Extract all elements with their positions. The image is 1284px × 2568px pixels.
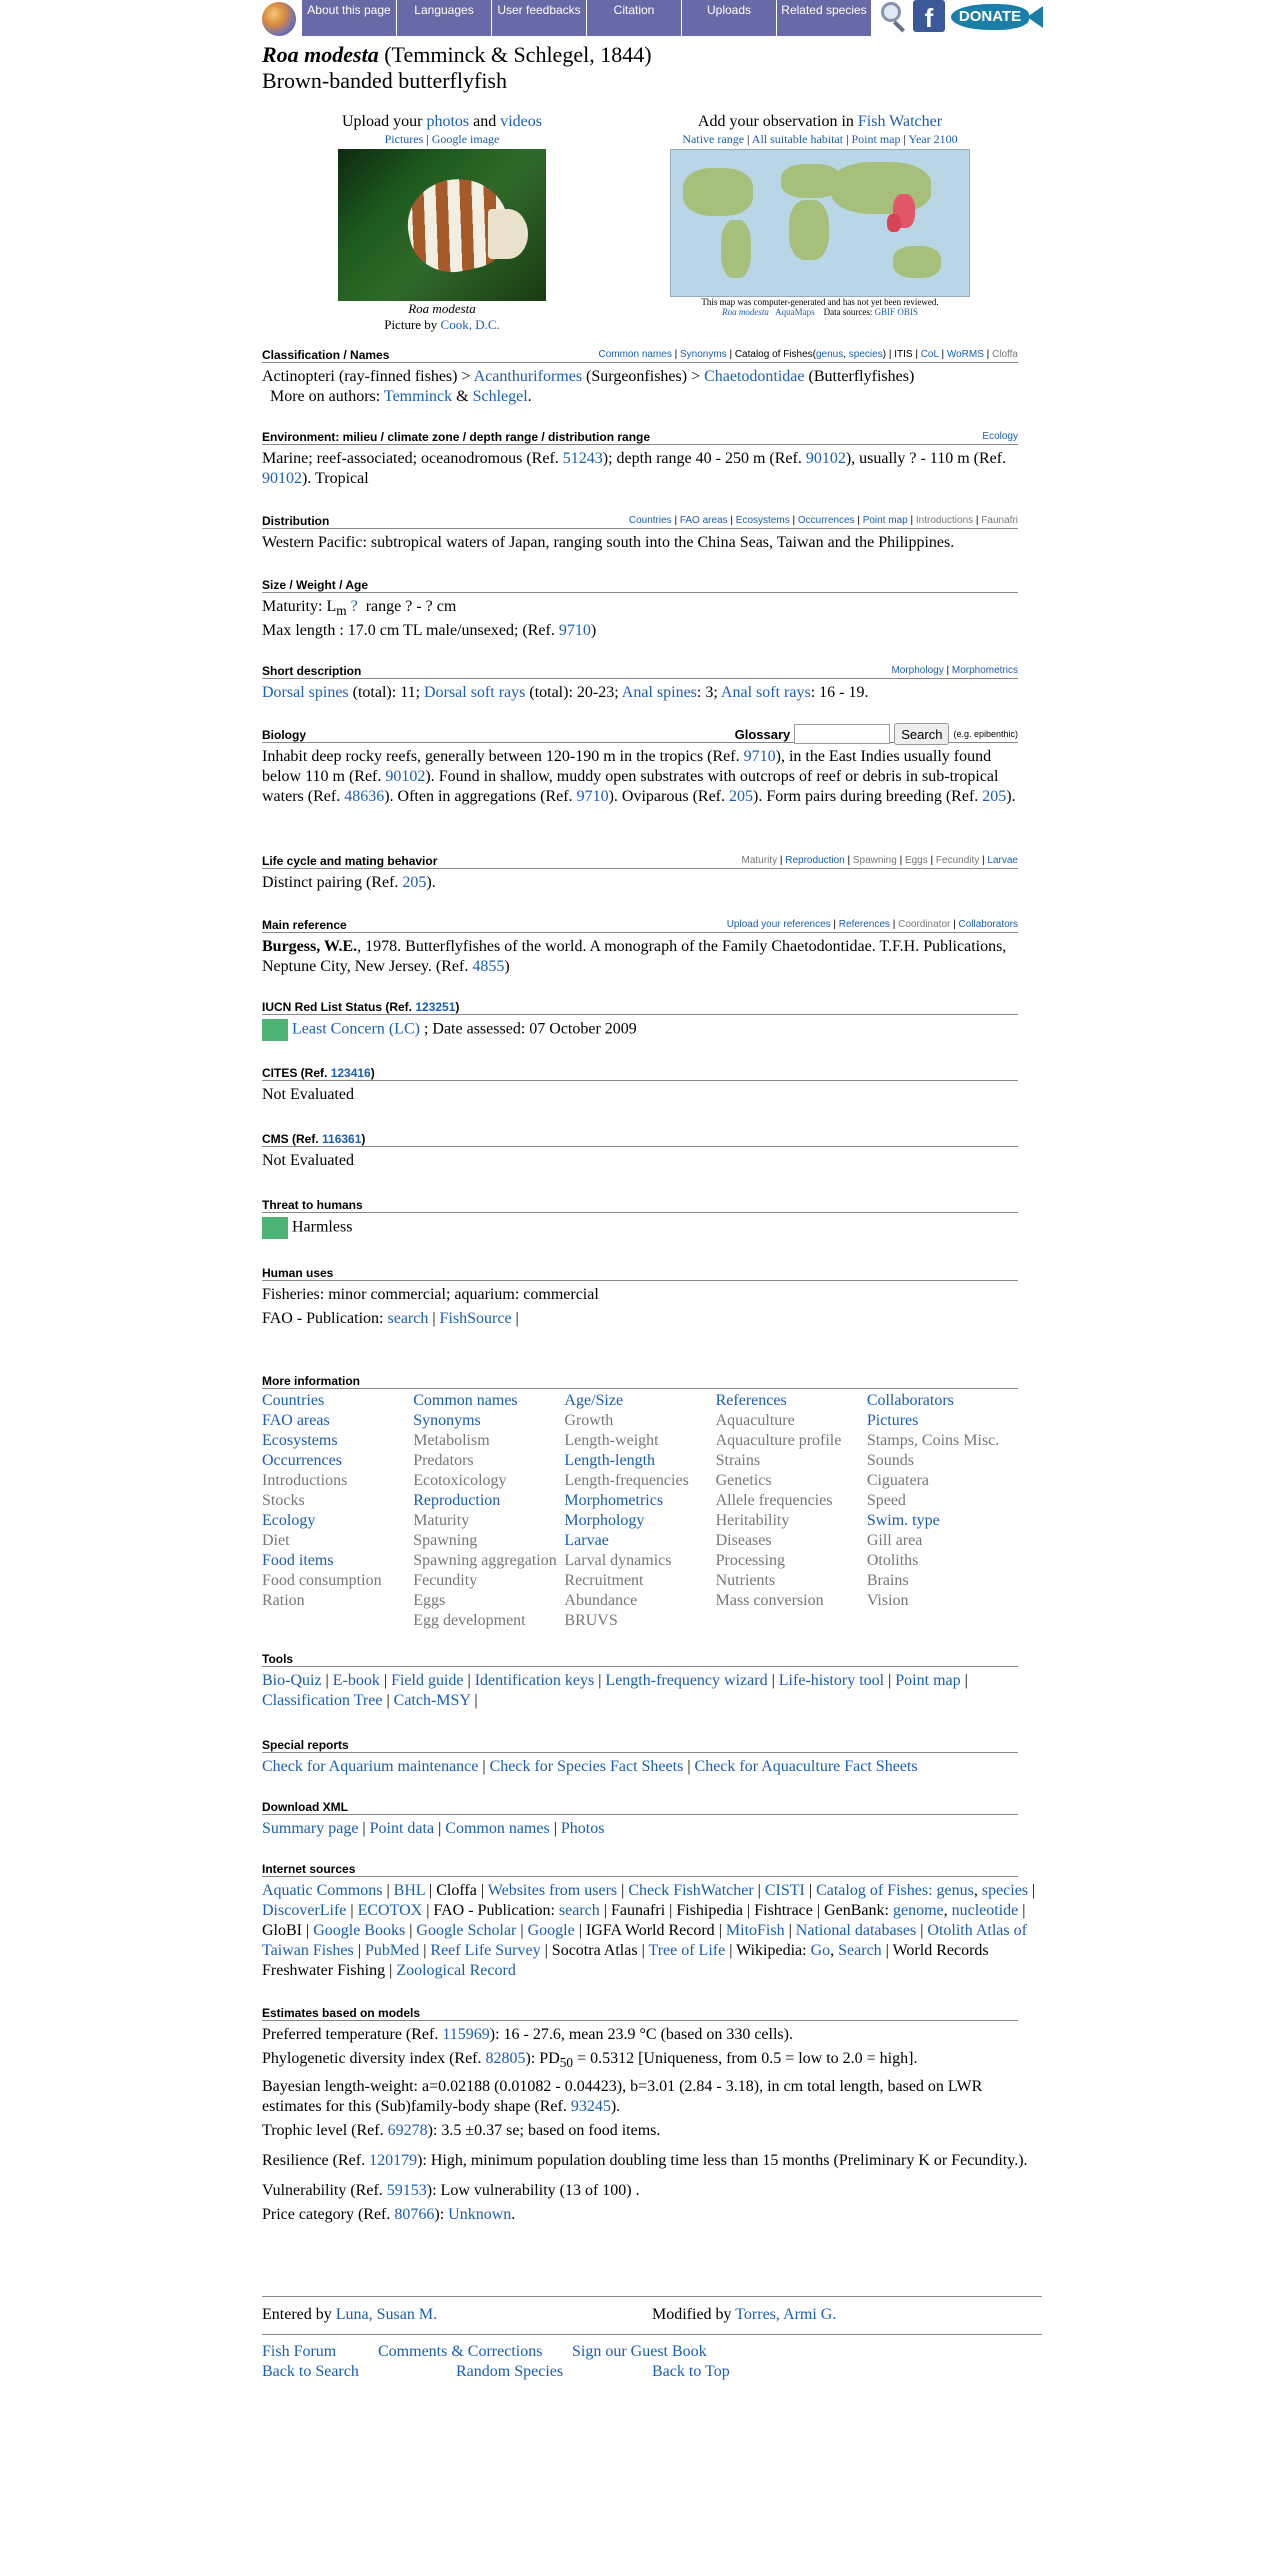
reference-author: Burgess, W.E. bbox=[262, 938, 358, 955]
ref-link[interactable]: 93245 bbox=[570, 2098, 611, 2116]
classification-section: Classification / Names Common names | Synonyms | Catalog of Fishes(genus, species) | ITIS | CoL | WoRMS | Cloffa Actinopteri (ray-finned fishes) > Acanthuriformes (Surgeonfishes) > Chaetodontidae (Butterflyfishes) More on authors: Temminck & Schlegel. bbox=[262, 348, 1018, 405]
glossary-search bbox=[735, 723, 1018, 745]
point-map-link[interactable]: Point map bbox=[851, 132, 901, 146]
top-nav bbox=[262, 0, 1042, 36]
check-for-aquaculture-fact-sheets-link[interactable]: Check for Aquaculture Fact Sheets bbox=[694, 1758, 918, 1775]
iucn-status-swatch bbox=[262, 1019, 288, 1041]
estimates-section bbox=[262, 2006, 1028, 2225]
section-title: Tools bbox=[262, 1652, 294, 1666]
glossary-search-button[interactable]: Search bbox=[894, 723, 949, 745]
spawning-label: Spawning bbox=[852, 855, 897, 866]
anal-spines-link[interactable]: Anal spines bbox=[621, 684, 697, 701]
tools-links: Bio-Quiz | E-book | Field guide | Identification keys | Length-frequency wizard | Life-history tool | Point map | Classification Tree | Catch-MSY | bbox=[262, 1672, 968, 1709]
entered-by-label: Entered by bbox=[262, 2306, 332, 2323]
pictures-link[interactable]: Pictures bbox=[866, 1412, 919, 1429]
collaborators-link[interactable]: Collaborators bbox=[958, 919, 1018, 930]
search-link[interactable]: Search bbox=[838, 1942, 882, 1959]
family-link[interactable]: Chaetodontidae bbox=[704, 368, 805, 385]
genbank-label: GenBank: bbox=[824, 1902, 889, 1919]
spawning-aggregation-label: Spawning aggregation bbox=[413, 1552, 557, 1569]
upload-and: and bbox=[473, 113, 497, 130]
morphology-link[interactable]: Morphology bbox=[564, 1512, 645, 1529]
environment-section bbox=[262, 430, 1018, 489]
lifecycle-section: Life cycle and mating behavior Maturity | Reproduction | Spawning | Eggs | Fecundity | Larvae Distinct pairing (Ref. 205). bbox=[262, 854, 1018, 891]
gbif-obis-link[interactable]: GBIF OBIS bbox=[874, 307, 918, 317]
reproduction-link[interactable]: Reproduction bbox=[413, 1492, 501, 1509]
section-title: Biology bbox=[262, 728, 306, 742]
random-species-link[interactable]: Random Species bbox=[456, 2363, 564, 2380]
cloffa-label: Cloffa bbox=[436, 1882, 477, 1899]
dorsal-soft-rays-link[interactable]: Dorsal soft rays bbox=[424, 684, 526, 701]
all-suitable-habitat-link[interactable]: All suitable habitat bbox=[751, 132, 844, 146]
eggs-label: Eggs bbox=[904, 855, 928, 866]
guestbook-link[interactable]: Sign our Guest Book bbox=[572, 2343, 707, 2360]
processing-label: Processing bbox=[715, 1552, 785, 1569]
coordinator-label: Coordinator bbox=[898, 919, 951, 930]
ref-link[interactable]: 123416 bbox=[330, 1066, 371, 1080]
wikipedia-label: Wikipedia: bbox=[736, 1942, 807, 1959]
author-schlegel-link[interactable]: Schlegel bbox=[472, 388, 528, 405]
length-frequencies-label: Length-frequencies bbox=[564, 1472, 689, 1489]
morphometrics-link[interactable]: Morphometrics bbox=[951, 665, 1018, 676]
upload-prefix: Upload your bbox=[342, 113, 423, 130]
reproduction-link[interactable]: Reproduction bbox=[785, 855, 845, 866]
mass-conversion-label: Mass conversion bbox=[715, 1592, 824, 1609]
special-reports-links: Check for Aquarium maintenance | Check for Species Fact Sheets | Check for Aquaculture Fact Sheets bbox=[262, 1758, 918, 1775]
morphology-link[interactable]: Morphology bbox=[891, 665, 944, 676]
pictures-link[interactable]: Pictures bbox=[384, 132, 424, 146]
catalog-close: ) bbox=[882, 349, 887, 360]
common-names-link[interactable]: Common names bbox=[445, 1820, 550, 1837]
bhl-link[interactable]: BHL bbox=[393, 1882, 426, 1899]
metabolism-label: Metabolism bbox=[413, 1432, 490, 1449]
genetics-label: Genetics bbox=[715, 1472, 772, 1489]
footer-divider bbox=[262, 2296, 1042, 2297]
reef-life-survey-link[interactable]: Reef Life Survey bbox=[430, 1942, 541, 1959]
authors-label: More on authors: bbox=[270, 388, 381, 405]
ref-link[interactable]: 9710 bbox=[576, 788, 609, 805]
spawning-label: Spawning bbox=[413, 1532, 478, 1549]
back-to-top-link[interactable]: Back to Top bbox=[652, 2363, 730, 2380]
section-title: Environment: milieu / climate zone / depth range / distribution range bbox=[262, 430, 651, 444]
references-link[interactable]: References bbox=[715, 1392, 787, 1409]
nav-languages[interactable]: Languages bbox=[397, 0, 492, 36]
nav-about-this-page[interactable]: About this page bbox=[302, 0, 397, 36]
photos-link[interactable]: Photos bbox=[560, 1820, 605, 1837]
section-title: Download XML bbox=[262, 1800, 348, 1814]
internet-sources-links: Aquatic Commons | BHL | Cloffa | Websites from users | Check FishWatcher | CISTI | Catalog of Fishes: genus, species | DiscoverLife | ECOTOX | FAO - Publication: search | Faunafri | Fishipedia | Fishtrace | GenBank: genome, nucleotide | GloBI | Google Books | Google Scholar | Google | IGFA World Record | MitoFish | National databases | Otolith Atlas of Taiwan Fishes | PubMed | Reef Life Survey | Socotra Atlas | Tree of Life | Wikipedia: Go, Search | World Records Freshwater Fishing | Zoological Record bbox=[262, 1882, 1036, 1979]
websites-from-users-link[interactable]: Websites from users bbox=[487, 1882, 618, 1899]
more-info-column bbox=[262, 1391, 413, 1631]
footer-divider bbox=[262, 2334, 1042, 2335]
faunafri-label: Faunafri bbox=[610, 1902, 666, 1919]
picture-by-label: Picture by bbox=[384, 317, 438, 332]
nav-citation[interactable]: Citation bbox=[587, 0, 682, 36]
ecology-link[interactable]: Ecology bbox=[262, 1512, 316, 1529]
nav-uploads[interactable]: Uploads bbox=[682, 0, 777, 36]
ref-link[interactable]: 59153 bbox=[386, 2182, 427, 2200]
catalog-label: Catalog of Fishes( bbox=[734, 349, 816, 360]
ref-link[interactable]: 120179 bbox=[369, 2152, 418, 2170]
catch-msy-link[interactable]: Catch-MSY bbox=[393, 1692, 471, 1709]
ref-link[interactable]: 48636 bbox=[344, 788, 385, 805]
dorsal-spines-link[interactable]: Dorsal spines bbox=[262, 684, 349, 701]
collaborators-link[interactable]: Collaborators bbox=[866, 1392, 954, 1409]
footer-credits bbox=[262, 2306, 1042, 2324]
main-reference-section: Main reference Upload your references | References | Coordinator | Collaborators Burgess, W.E., 1978. Butterflyfishes of the world. A monograph of the Family Chaetodontidae. T.F.H. Publications, Neptune City, New Jersey. (Ref. 4855) bbox=[262, 918, 1018, 975]
maturity-label: Maturity bbox=[741, 855, 778, 866]
genus-link[interactable]: genus bbox=[936, 1882, 974, 1899]
section-title: Life cycle and mating behavior bbox=[262, 854, 438, 868]
estimates-text: Preferred temperature (Ref. 115969): 16 - 27.6, mean 23.9 °C (based on 330 cells). Phylogenetic diversity index (Ref. 82805): $PD_{50} = 0.5312$ [Uniqueness, from 0.5 = low to 2.0 = high]. Bayesian length-weight: a=0.02188 (0.01082 - 0.04423), b=3.01 (2.84 - 3.18), in cm total length, based on LWR estimates for this (Sub)family-body shape (Ref. 93245). Trophic level (Ref. 69278): 3.5 ±0.37 se; based on food items. Resilience (Ref. 120179): High, minimum population doubling time less than 15 months (Preliminary K or Fecundity.). Vulnerability (Ref. 59153): Low vulnerability (13 of 100) . Price category (Ref. 80766): Unknown. bbox=[262, 2026, 1028, 2224]
gill-area-label: Gill area bbox=[866, 1532, 923, 1549]
bio-quiz-link[interactable]: Bio-Quiz bbox=[262, 1672, 322, 1689]
brains-label: Brains bbox=[866, 1572, 909, 1589]
order-link[interactable]: Acanthuriformes bbox=[473, 368, 583, 385]
ecosystems-link[interactable]: Ecosystems bbox=[735, 515, 790, 526]
stocks-label: Stocks bbox=[262, 1492, 305, 1509]
map-note: This map was computer-generated and has not yet been reviewed. bbox=[701, 297, 939, 307]
species-link[interactable]: species bbox=[848, 349, 883, 360]
upload-references-link[interactable]: Upload your references bbox=[726, 919, 831, 930]
ref-link[interactable]: 9710 bbox=[558, 622, 591, 640]
ref-link[interactable]: 90102 bbox=[805, 450, 846, 467]
google-scholar-link[interactable]: Google Scholar bbox=[416, 1922, 517, 1939]
threat-status: Harmless bbox=[292, 1218, 353, 1236]
vision-label: Vision bbox=[866, 1592, 909, 1609]
larvae-link[interactable]: Larvae bbox=[987, 855, 1018, 866]
growth-label: Growth bbox=[564, 1412, 614, 1429]
threat-section bbox=[262, 1198, 1018, 1239]
bruvs-label: BRUVS bbox=[564, 1612, 618, 1629]
catalog-of-fishes-link[interactable]: Catalog of Fishes: bbox=[816, 1882, 933, 1899]
faunafri-label: Faunafri bbox=[981, 515, 1018, 526]
abundance-label: Abundance bbox=[564, 1592, 638, 1609]
col-link[interactable]: CoL bbox=[920, 349, 939, 360]
cites-section: CITES (Ref. 123416) Not Evaluated bbox=[262, 1066, 1018, 1105]
diseases-label: Diseases bbox=[715, 1532, 772, 1549]
biology-section bbox=[262, 728, 1018, 807]
aquaculture-profile-label: Aquaculture profile bbox=[715, 1432, 842, 1449]
authors-amp: & bbox=[456, 388, 469, 405]
countries-link[interactable]: Countries bbox=[262, 1392, 325, 1409]
ration-label: Ration bbox=[262, 1592, 305, 1609]
recruitment-label: Recruitment bbox=[564, 1572, 644, 1589]
aquamaps-link[interactable]: AquaMaps bbox=[775, 307, 815, 317]
back-to-search-link[interactable]: Back to Search bbox=[262, 2363, 359, 2380]
synonyms-link[interactable]: Synonyms bbox=[413, 1412, 481, 1429]
food-consumption-label: Food consumption bbox=[262, 1572, 382, 1589]
glossary-input[interactable] bbox=[794, 724, 890, 744]
section-title: More information bbox=[262, 1374, 360, 1388]
larvae-link[interactable]: Larvae bbox=[564, 1532, 609, 1549]
ref-link[interactable]: 9710 bbox=[743, 748, 776, 765]
check-fishwatcher-link[interactable]: Check FishWatcher bbox=[628, 1882, 754, 1899]
footer-links bbox=[262, 2342, 1042, 2382]
order-common: (Surgeonfishes) > bbox=[586, 368, 701, 385]
otoliths-label: Otoliths bbox=[866, 1552, 919, 1569]
globi-label: GloBI bbox=[262, 1922, 302, 1939]
environment-text: Marine; reef-associated; oceanodromous (Ref. 51243); depth range 40 - 250 m (Ref. 90102), usually ? - 110 m (Ref. 90102). Tropical bbox=[262, 450, 1007, 487]
allele-frequencies-label: Allele frequencies bbox=[715, 1492, 833, 1509]
e-book-link[interactable]: E-book bbox=[332, 1672, 380, 1689]
fecundity-label: Fecundity bbox=[413, 1572, 478, 1589]
price-unknown-link[interactable]: Unknown bbox=[448, 2206, 512, 2224]
strains-label: Strains bbox=[715, 1452, 761, 1469]
fecundity-label: Fecundity bbox=[935, 855, 980, 866]
cms-status: Not Evaluated bbox=[262, 1152, 354, 1169]
otolith-atlas-of-taiwan-fishes-link[interactable]: Otolith Atlas of Taiwan Fishes bbox=[262, 1922, 1027, 1959]
map-panel bbox=[662, 112, 978, 317]
section-title: Distribution bbox=[262, 514, 330, 528]
fao-publication-label: FAO - Publication: bbox=[433, 1902, 555, 1919]
point-data-link[interactable]: Point data bbox=[369, 1820, 435, 1837]
ref-link[interactable]: 51243 bbox=[562, 450, 603, 467]
size-section bbox=[262, 578, 1018, 641]
igfa-world-record-label: IGFA World Record bbox=[585, 1922, 715, 1939]
ref-link[interactable]: 82805 bbox=[485, 2050, 526, 2067]
iucn-status-link[interactable]: Least Concern (LC) bbox=[292, 1020, 420, 1038]
human-uses-section: Human uses Fisheries: minor commercial; aquarium: commercial FAO - Publication: search | FishSource | bbox=[262, 1266, 1018, 1329]
add-observation-label: Add your observation in bbox=[697, 113, 854, 130]
section-title: Main reference bbox=[262, 918, 347, 932]
speed-label: Speed bbox=[866, 1492, 906, 1509]
iucn-section: IUCN Red List Status (Ref. 123251) Least Concern (LC) ; Date assessed: 07 October 2009 bbox=[262, 1000, 1018, 1041]
point-map-link[interactable]: Point map bbox=[895, 1672, 961, 1689]
section-title: Estimates based on models bbox=[262, 2006, 421, 2020]
ref-link[interactable]: 123251 bbox=[415, 1000, 456, 1014]
nucleotide-link[interactable]: nucleotide bbox=[951, 1902, 1019, 1919]
tools-section bbox=[262, 1652, 1018, 1711]
predators-label: Predators bbox=[413, 1452, 474, 1469]
more-info-column bbox=[867, 1391, 1018, 1631]
donate-label: DONATE bbox=[951, 4, 1029, 30]
more-info-column bbox=[413, 1391, 564, 1631]
ref-link[interactable]: 80766 bbox=[394, 2206, 435, 2224]
worms-link[interactable]: WoRMS bbox=[946, 349, 984, 360]
occurrences-link[interactable]: Occurrences bbox=[797, 515, 855, 526]
map-species-link[interactable]: Roa modesta bbox=[722, 307, 769, 317]
species-link[interactable]: species bbox=[981, 1882, 1029, 1899]
tree-of-life-link[interactable]: Tree of Life bbox=[648, 1942, 726, 1959]
life-history-tool-link[interactable]: Life-history tool bbox=[778, 1672, 885, 1689]
more-info-column bbox=[564, 1391, 715, 1631]
common-names-link[interactable]: Common names bbox=[598, 349, 672, 360]
short-description-section: Short description Morphology | Morphometrics Dorsal spines (total): 11; Dorsal soft rays (total): 20-23; Anal spines: 3; Anal soft rays: 16 - 19. bbox=[262, 664, 1018, 701]
socotra-atlas-label: Socotra Atlas bbox=[551, 1942, 638, 1959]
comments-link[interactable]: Comments & Corrections bbox=[378, 2343, 543, 2360]
genome-link[interactable]: genome bbox=[892, 1902, 944, 1919]
google-image-link[interactable]: Google image bbox=[431, 132, 500, 146]
ref-link[interactable]: 115969 bbox=[442, 2026, 490, 2043]
section-title: Special reports bbox=[262, 1738, 349, 1752]
heritability-label: Heritability bbox=[715, 1512, 790, 1529]
distribution-section: Distribution Countries | FAO areas | Ecosystems | Occurrences | Point map | Introductions | Faunafri Western Pacific: subtropical waters of Japan, ranging south into the China Seas, Taiwan and the Philippines. bbox=[262, 514, 1018, 551]
nav-related-species[interactable]: Related species bbox=[777, 0, 872, 36]
map-links: Native range | All suitable habitat | Point map | Year 2100 bbox=[682, 132, 958, 146]
classification-links: Common names | Synonyms | Catalog of Fishes(genus, species) | ITIS | CoL | WoRMS | Cloffa bbox=[598, 349, 1018, 360]
cms-section: CMS (Ref. 116361) Not Evaluated bbox=[262, 1132, 1018, 1171]
summary-page-link[interactable]: Summary page bbox=[262, 1820, 359, 1837]
point-map-link[interactable]: Point map bbox=[862, 515, 908, 526]
length-length-link[interactable]: Length-length bbox=[564, 1452, 656, 1469]
egg-development-label: Egg development bbox=[413, 1612, 526, 1629]
modified-by-label: Modified by bbox=[652, 2306, 732, 2323]
species-authority: (Temminck & Schlegel, 1844) bbox=[384, 42, 652, 67]
author-temminck-link[interactable]: Temminck bbox=[383, 388, 453, 405]
section-title: Human uses bbox=[262, 1266, 334, 1280]
nav-menu bbox=[302, 0, 872, 36]
search-icon[interactable] bbox=[877, 0, 907, 32]
search-link[interactable]: search bbox=[558, 1902, 600, 1919]
common-name: Brown-banded butterflyfish bbox=[262, 68, 507, 93]
ecotoxicology-label: Ecotoxicology bbox=[413, 1472, 507, 1489]
length-weight-label: Length-weight bbox=[564, 1432, 659, 1449]
ref-link[interactable]: 205 bbox=[982, 788, 1007, 805]
introductions-label: Introductions bbox=[915, 515, 974, 526]
fao-areas-link[interactable]: FAO areas bbox=[679, 515, 728, 526]
maturity-help-link[interactable]: ? bbox=[350, 598, 358, 615]
download-xml-links: Summary page | Point data | Common names | Photos bbox=[262, 1820, 605, 1837]
fishbase-logo[interactable] bbox=[262, 2, 296, 36]
genus-link[interactable]: genus bbox=[815, 349, 844, 360]
maturity-label: Maturity bbox=[413, 1512, 470, 1529]
upload-photos-link[interactable]: photos bbox=[426, 113, 470, 130]
nav-icons bbox=[877, 0, 1043, 32]
google-link[interactable]: Google bbox=[527, 1922, 575, 1939]
mitofish-link[interactable]: MitoFish bbox=[725, 1922, 785, 1939]
photo-panel: Upload your photos and videos Pictures | Google image Roa modesta Picture by Cook, D.C. bbox=[322, 112, 562, 333]
nutrients-label: Nutrients bbox=[715, 1572, 776, 1589]
special-reports-section bbox=[262, 1738, 1018, 1777]
ecosystems-link[interactable]: Ecosystems bbox=[262, 1432, 338, 1449]
section-title: Threat to humans bbox=[262, 1198, 363, 1212]
year-2100-link[interactable]: Year 2100 bbox=[908, 132, 958, 146]
entered-by-link[interactable]: Luna, Susan M. bbox=[335, 2306, 438, 2323]
ref-link[interactable]: 205 bbox=[402, 874, 427, 891]
donate-button[interactable] bbox=[951, 0, 1043, 32]
size-text: Maturity: $L_m$ ? range ? - ? cm Max length : 17.0 cm TL male/unsexed; (Ref. 9710) bbox=[262, 598, 597, 640]
more-info-column bbox=[716, 1391, 867, 1631]
fishipedia-label: Fishipedia bbox=[676, 1902, 744, 1919]
section-title: Internet sources bbox=[262, 1862, 356, 1876]
fish-forum-link[interactable]: Fish Forum bbox=[262, 2343, 337, 2360]
data-sources-label: Data sources: bbox=[823, 307, 873, 317]
fao-areas-link[interactable]: FAO areas bbox=[262, 1412, 330, 1429]
more-info-grid bbox=[262, 1389, 1018, 1631]
ref-link[interactable]: 69278 bbox=[387, 2122, 428, 2140]
zoological-record-link[interactable]: Zoological Record bbox=[396, 1962, 516, 1979]
occurrences-link[interactable]: Occurrences bbox=[262, 1452, 342, 1469]
download-xml-section bbox=[262, 1800, 1018, 1839]
fao-search-link[interactable]: search bbox=[387, 1310, 429, 1327]
pubmed-link[interactable]: PubMed bbox=[364, 1942, 420, 1959]
age-size-link[interactable]: Age/Size bbox=[564, 1392, 624, 1409]
google-books-link[interactable]: Google Books bbox=[313, 1922, 406, 1939]
threat-swatch bbox=[262, 1217, 288, 1239]
upload-videos-link[interactable]: videos bbox=[500, 113, 542, 130]
ref-link[interactable]: 90102 bbox=[262, 470, 302, 487]
world-records-freshwater-fishing-label: World Records Freshwater Fishing bbox=[262, 1942, 989, 1979]
section-title: Size / Weight / Age bbox=[262, 578, 369, 592]
ecology-link[interactable]: Ecology bbox=[982, 431, 1018, 442]
national-databases-link[interactable]: National databases bbox=[795, 1922, 917, 1939]
anal-soft-rays-link[interactable]: Anal soft rays bbox=[720, 684, 811, 701]
species-title bbox=[262, 42, 652, 94]
check-for-species-fact-sheets-link[interactable]: Check for Species Fact Sheets bbox=[489, 1758, 684, 1775]
stamps-coins-misc-label: Stamps, Coins Misc. bbox=[866, 1432, 1000, 1449]
length-frequency-wizard-link[interactable]: Length-frequency wizard bbox=[605, 1672, 768, 1689]
classification-tree-link[interactable]: Classification Tree bbox=[262, 1692, 383, 1709]
glossary-example: (e.g. epibenthic) bbox=[953, 729, 1018, 739]
photo-caption: Roa modesta bbox=[408, 301, 476, 316]
fishsource-link[interactable]: FishSource bbox=[439, 1310, 512, 1327]
countries-link[interactable]: Countries bbox=[628, 515, 672, 526]
ref-link[interactable]: 116361 bbox=[322, 1132, 362, 1146]
references-link[interactable]: References bbox=[838, 919, 890, 930]
photographer-link[interactable]: Cook, D.C. bbox=[440, 317, 500, 332]
ref-link[interactable]: 90102 bbox=[385, 768, 426, 785]
food-items-link[interactable]: Food items bbox=[262, 1552, 334, 1569]
check-for-aquarium-maintenance-link[interactable]: Check for Aquarium maintenance bbox=[262, 1758, 479, 1775]
cites-status: Not Evaluated bbox=[262, 1086, 354, 1103]
modified-by-link[interactable]: Torres, Armi G. bbox=[735, 2306, 837, 2323]
discoverlife-link[interactable]: DiscoverLife bbox=[262, 1902, 347, 1919]
ciguatera-label: Ciguatera bbox=[866, 1472, 930, 1489]
morphometrics-link[interactable]: Morphometrics bbox=[564, 1492, 664, 1509]
synonyms-link[interactable]: Synonyms bbox=[679, 349, 727, 360]
cloffa-label: Cloffa bbox=[992, 349, 1018, 360]
fishtrace-label: Fishtrace bbox=[754, 1902, 813, 1919]
distribution-text: Western Pacific: subtropical waters of Japan, ranging south into the China Seas, Taiwan and the Philippines. bbox=[262, 534, 955, 551]
common-names-link[interactable]: Common names bbox=[413, 1392, 518, 1409]
biology-text: Inhabit deep rocky reefs, generally between 120-190 m in the tropics (Ref. 9710), in the East Indies usually found below 110 m (Ref. 90102). Found in shallow, muddy open substrates with outcrops of reef or debris in sub-tropical waters (Ref. 48636). Often in aggregations (Ref. 9710). Oviparous (Ref. 205). Form pairs during breeding (Ref. 205). bbox=[262, 748, 1016, 805]
internet-sources-section bbox=[262, 1862, 1036, 1981]
distribution-map[interactable] bbox=[670, 149, 970, 297]
family-common: (Butterflyfishes) bbox=[808, 368, 915, 385]
facebook-icon[interactable]: f bbox=[913, 0, 945, 32]
class-text: Actinopteri (ray-finned fishes) > bbox=[262, 368, 471, 385]
itis-label: ITIS bbox=[894, 349, 913, 360]
scientific-name: Roa modesta bbox=[262, 42, 379, 67]
diet-label: Diet bbox=[262, 1532, 290, 1549]
field-guide-link[interactable]: Field guide bbox=[391, 1672, 464, 1689]
sounds-label: Sounds bbox=[866, 1452, 914, 1469]
fish-watcher-link[interactable]: Fish Watcher bbox=[857, 113, 943, 130]
swim-type-link[interactable]: Swim. type bbox=[866, 1512, 940, 1529]
identification-keys-link[interactable]: Identification keys bbox=[474, 1672, 595, 1689]
human-uses-text: Fisheries: minor commercial; aquarium: commercial bbox=[262, 1286, 599, 1303]
section-title: Short description bbox=[262, 664, 362, 678]
species-photo[interactable] bbox=[338, 149, 546, 301]
ref-link[interactable]: 4855 bbox=[472, 958, 505, 975]
go-link[interactable]: Go bbox=[810, 1942, 831, 1959]
eggs-label: Eggs bbox=[413, 1592, 446, 1609]
ref-link[interactable]: 205 bbox=[729, 788, 753, 805]
glossary-label: Glossary bbox=[734, 726, 791, 742]
aquaculture-label: Aquaculture bbox=[715, 1412, 795, 1429]
more-info-section bbox=[262, 1374, 1018, 1631]
native-range-link[interactable]: Native range bbox=[682, 132, 745, 146]
ecotox-link[interactable]: ECOTOX bbox=[357, 1902, 423, 1919]
section-title: Classification / Names bbox=[262, 348, 390, 362]
introductions-label: Introductions bbox=[262, 1472, 348, 1489]
aquatic-commons-link[interactable]: Aquatic Commons bbox=[262, 1882, 383, 1899]
larval-dynamics-label: Larval dynamics bbox=[564, 1552, 672, 1569]
cisti-link[interactable]: CISTI bbox=[764, 1882, 805, 1899]
nav-user-feedbacks[interactable]: User feedbacks bbox=[492, 0, 587, 36]
